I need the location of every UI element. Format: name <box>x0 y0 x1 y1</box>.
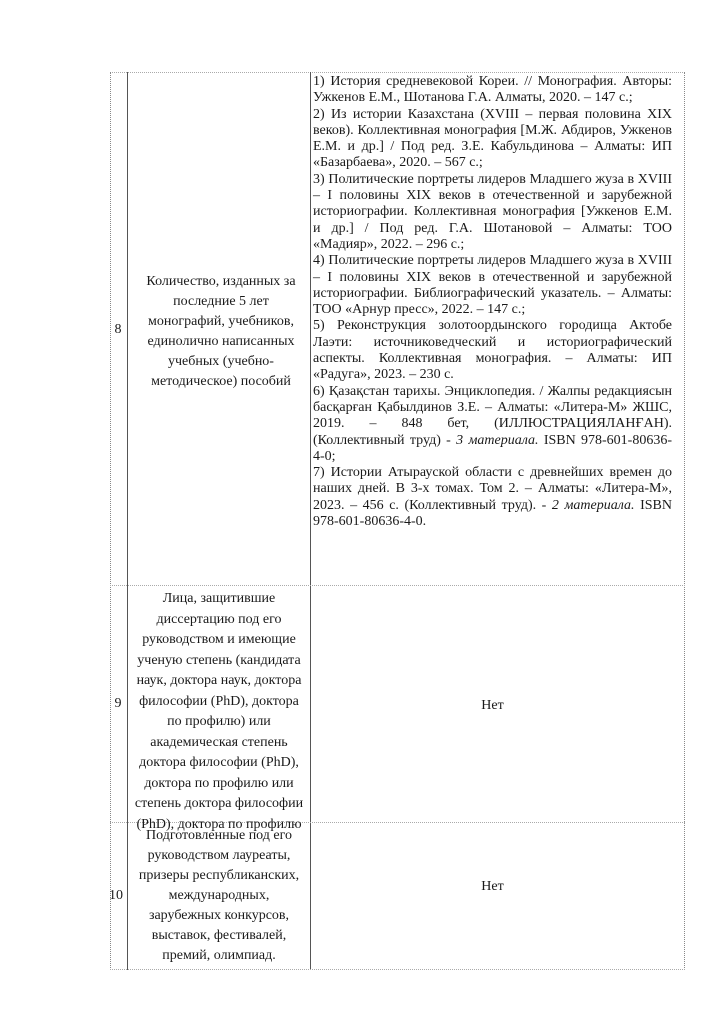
materials-count: 2 материала. <box>551 497 635 513</box>
publication-text: 6) Қазақстан тарихы. Энциклопедия. / Жалпы редакциясын басқарған Қабылдинов З.Е. – Алматы: «Литера-М» ЖШС, 2019. – 848 бет, (ИЛЛЮСТРАЦИЯЛАНҒАН). (Коллективный труд) - <box>313 383 672 448</box>
row-10-criterion: Подготовленные под его руководством лауреаты, призеры республиканских, международных, зарубежных конкурсов, выставок, фестивалей, премий, олимпиад. <box>138 828 300 963</box>
publication-item <box>313 384 672 465</box>
row-8-bottom-border <box>110 585 685 586</box>
number-column-divider <box>127 72 128 970</box>
materials-count: 3 материала. <box>456 432 539 448</box>
isbn: ISBN 978-601-80636-4-0. <box>313 497 673 530</box>
row-10-number: 10 <box>109 888 123 903</box>
table-right-border <box>684 72 685 970</box>
table-top-border <box>110 72 685 73</box>
publication-text: 7) Истории Атырауской области с древнейших времен до наших дней. В 3-х томах. Том 2. – Алматы: «Литера-М», 2023. – 456 с. (Коллективный труд). - <box>313 465 672 513</box>
table-left-border <box>110 72 111 970</box>
publication-item: 5) Реконструкция золотоордынского городища Актобе Лаэти: источниковедческий и историографический аспекты. Коллективная монография. – Алматы: ИП «Радуга», 2023. – 230 с. <box>313 318 672 383</box>
table-bottom-border <box>110 969 685 970</box>
publication-item <box>313 465 672 530</box>
row-9-answer: Нет <box>481 698 504 713</box>
row-9-criterion: Лица, защитившие диссертацию под его руководством и имеющие ученую степень (кандидата наук, доктора наук, доктора философии (PhD), доктора по профилю) или академическая степень доктора философии (PhD), доктора по профилю или степень доктора философии (PhD), доктора по профилю <box>134 591 304 832</box>
publication-item: 4) Политические портреты лидеров Младшего жуза в XVIII – I половины XIX веков в отечественной и зарубежной историографии. Библиографический указатель. – Алматы: ТОО «Арнур пресс», 2022. – 147 с.; <box>313 253 672 318</box>
row-8-criterion: Количество, изданных за последние 5 лет монографий, учебников, единолично написанных учебных (учебно-методическое) пособий <box>146 274 296 389</box>
publication-item: 1) История средневековой Кореи. // Монография. Авторы: Ужкенов Е.М., Шотанова Г.А. Алматы, 2020. – 147 с.; <box>313 74 672 106</box>
publication-item: 3) Политические портреты лидеров Младшего жуза в XVIII – I половины XIX веков в отечественной и зарубежной историографии. Коллективная монография [Ужкенов Е.М. и др.] / Под ред. Г.А. Шотановой – Алматы: ТОО «Мадияр», 2022. – 296 с.; <box>313 171 672 252</box>
row-10-answer: Нет <box>481 879 504 894</box>
criterion-column-divider <box>310 72 311 970</box>
row-9-number: 9 <box>114 696 122 711</box>
isbn: ISBN 978-601-80636-4-0; <box>313 432 673 464</box>
row-8-number: 8 <box>114 322 122 337</box>
publication-item: 2) Из истории Казахстана (XVIII – первая половина XIX веков). Коллективная монография [М.Ж. Абдиров, Ужкенов Е.М. и др.] / Под ред. З.Е. Кабульдинова – Алматы: ИП «Базарбаева», 2020. – 567 с.; <box>313 106 672 171</box>
row-8-publications <box>313 74 672 530</box>
